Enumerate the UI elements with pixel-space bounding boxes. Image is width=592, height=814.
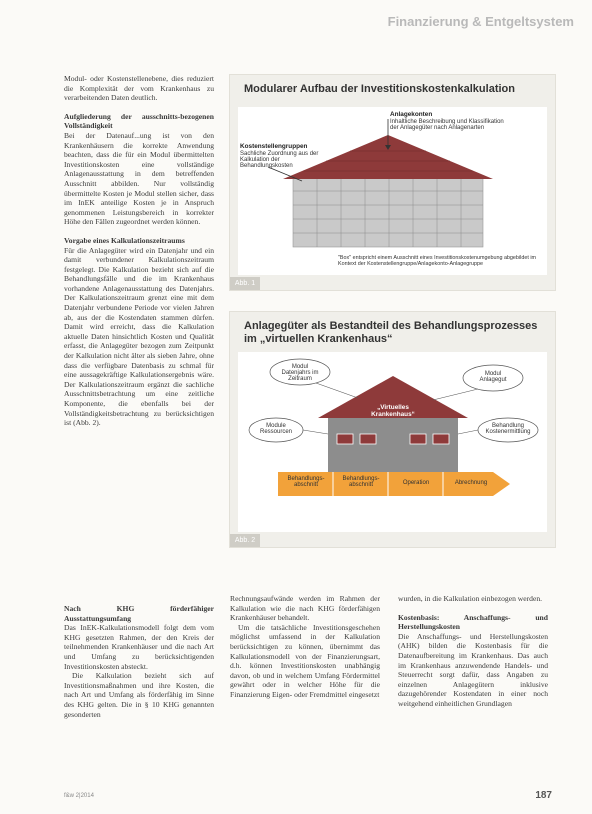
- paragraph: Rechnungsaufwände werden im Rahmen der Kalkulation wie die nach KHG förderfähigen Krankenhäuser behandelt.: [230, 594, 380, 623]
- roof-label: „Virtuelles Krankenhaus“: [371, 404, 415, 418]
- subheading: Aufgliederung der ausschnitts-bezogenen Vollständigkeit: [64, 111, 214, 131]
- paragraph: wurden, in die Kalkulation einbezogen werden.: [398, 594, 543, 603]
- text-column-left-bottom: [64, 604, 214, 719]
- figure-title: [244, 320, 537, 346]
- process-step: Behandlungs-abschnitt: [287, 476, 325, 488]
- subheading: Vorgabe eines Kalkulationszeitraums: [64, 235, 185, 245]
- page-number: 187: [535, 790, 552, 801]
- figure-body: [238, 107, 547, 275]
- oval-label: Modul Datenjahrs im Zeitraum: [281, 364, 319, 382]
- kostenstellen-text: Sachliche Zuordnung aus der Kalkulation der Behandlungskosten: [240, 151, 319, 169]
- figure-modular-structure: [229, 74, 556, 291]
- paragraph: Modul- oder Kostenstellenebene, dies reduziert die Komplexität der vom Krankenhaus zu verarbeitenden Daten deutlich.: [64, 74, 214, 103]
- issue-label: f&w 2|2014: [64, 793, 94, 799]
- text-column-middle: [230, 594, 380, 700]
- process-step: Abrechnung: [454, 480, 488, 486]
- anlagekonten-text: Inhaltliche Beschreibung und Klassifikation der Anlagegüter nach Anlagenarten: [390, 119, 504, 131]
- figure-title-line2: im „virtuellen Krankenhaus“: [244, 333, 393, 345]
- figure-label: Abb. 2: [230, 534, 260, 547]
- paragraph: Für die Anlagegüter wird ein Datenjahr und ein damit verbundener Kalkulationszeitraum festgelegt. Die Kalkulation bezieht sich auf die Behandlungsfälle und die im Krankenhaus vorhandene Anlagenausstattung des Datenjahrs. Der Kalkulationszeitraum grenzt eine mit dem Datenjahr verbundene Periode vor vielen Jahren ab, aus der die Kostendaten stammen dürfen. Damit wird erreicht, dass die Kalkulation aktuelle Daten hinsichtlich Kosten und Qualität erfasst, die Anlagegüter bezogen zum Zeitpunkt der Kalkulation nicht älter als sieben Jahre, ohne dass die verfügbare Datenbasis zu schmal für eine aussagekräftige Kalkulationsergebnis wäre. Der Kalkulationszeitraum ergänzt die sachliche Ausschnittsbetrachtung um eine zeitliche Komponente, die ebenfalls bei der Vollständigkeitsbetrachtung zu berücksichtigen ist (Abb. 2).: [64, 245, 214, 428]
- figure-title-line1: Anlagegüter als Bestandteil des Behandlungsprozesses: [244, 320, 538, 332]
- anlagekonten-title: Anlagekonten: [390, 111, 433, 118]
- paragraph: Um die tatsächliche Investitionsgeschehen möglichst umfassend in der Kalkulation berücksichtigen zu können, übernimmt das Kalkulationsmodell von der Finanzierungsart, d.h. können Investitionskosten unabhängig davon, ob und in welchem Umfang Fördermittel gewährt oder in welcher Höhe für die Finanzierung Eigen- oder Fremdmittel eingesetzt: [230, 622, 380, 699]
- subheading: Kostenbasis: Anschaffungs- und Herstellungskosten: [398, 612, 548, 632]
- oval-label: Modul Anlagegut: [479, 371, 507, 383]
- paragraph: Das InEK-Kalkulationsmodell folgt dem vom KHG gesetzten Rahmen, der den Kreis der teilnehmenden Krankenhäuser und die nach Art und Umfang zu berücksichtigenden Investitionskosten absteckt.: [64, 623, 214, 671]
- process-step: Operation: [402, 480, 430, 486]
- subheading: Nach KHG förderfähiger Ausstattungsumfang: [64, 604, 214, 623]
- paragraph: Die Kalkulation bezieht sich auf Investitionsmaßnahmen und ihre Kosten, die nach Art und Umfang als förderfähig im Sinne des KHG gelten. Die in § 10 KHG genannten gesonderten: [64, 671, 214, 719]
- figure-label: Abb. 1: [230, 277, 260, 290]
- text-column-left-top: [64, 74, 214, 428]
- section-header: Finanzierung & Entgeltsystem: [387, 14, 574, 29]
- figure-title: Modularer Aufbau der Investitionskostenkalkulation: [244, 83, 515, 95]
- house-diagram: [238, 107, 547, 275]
- text-column-right: [398, 594, 548, 709]
- kostenstellen-title: Kostenstellengruppen: [240, 143, 308, 150]
- oval-label: Module Ressourcen: [259, 423, 292, 435]
- paragraph: Die Anschaffungs- und Herstellungskosten (AHK) bilden die Kostenbasis für die Datenaufbereitung im Krankenhaus. Das auch im Krankenhaus anzuwendende Handels- und Steuerrecht sorgt dafür, dass Angaben zu einzelnen Anlagegütern inklusive dazugehörender Kostendaten in einer noch weitgehend einheitlichen Grundlagen: [398, 631, 548, 708]
- oval-label: Behandlung Kostenermittlung: [485, 423, 531, 435]
- figure-virtual-hospital: [229, 311, 556, 548]
- paragraph: Bei der Datenauf...ung ist von den Krankenhäusern die korrekte Anwendung beachten, dass die für ein Modul übermittelten Investitionskosten eine vollständige Anlagenausstattung in dem betreffenden Ausschnitt abbilden. Nur vollständig übermittelte Kosten je Modul stellen sicher, dass im InEK anteilige Kosten je in Anspruch genommenen Leistungsbereich in korrekter Höhe den Fällen zugeordnet werden können.: [64, 130, 214, 227]
- figure-body: [238, 352, 547, 532]
- figure-note: "Box" entspricht einem Ausschnitt eines Investitionskostenumgebung abgebildet im Kontext der Kostenstellengruppe/Anlagekonto-Anlagegruppe: [338, 255, 537, 267]
- process-step: Behandlungs-abschnitt: [342, 476, 380, 488]
